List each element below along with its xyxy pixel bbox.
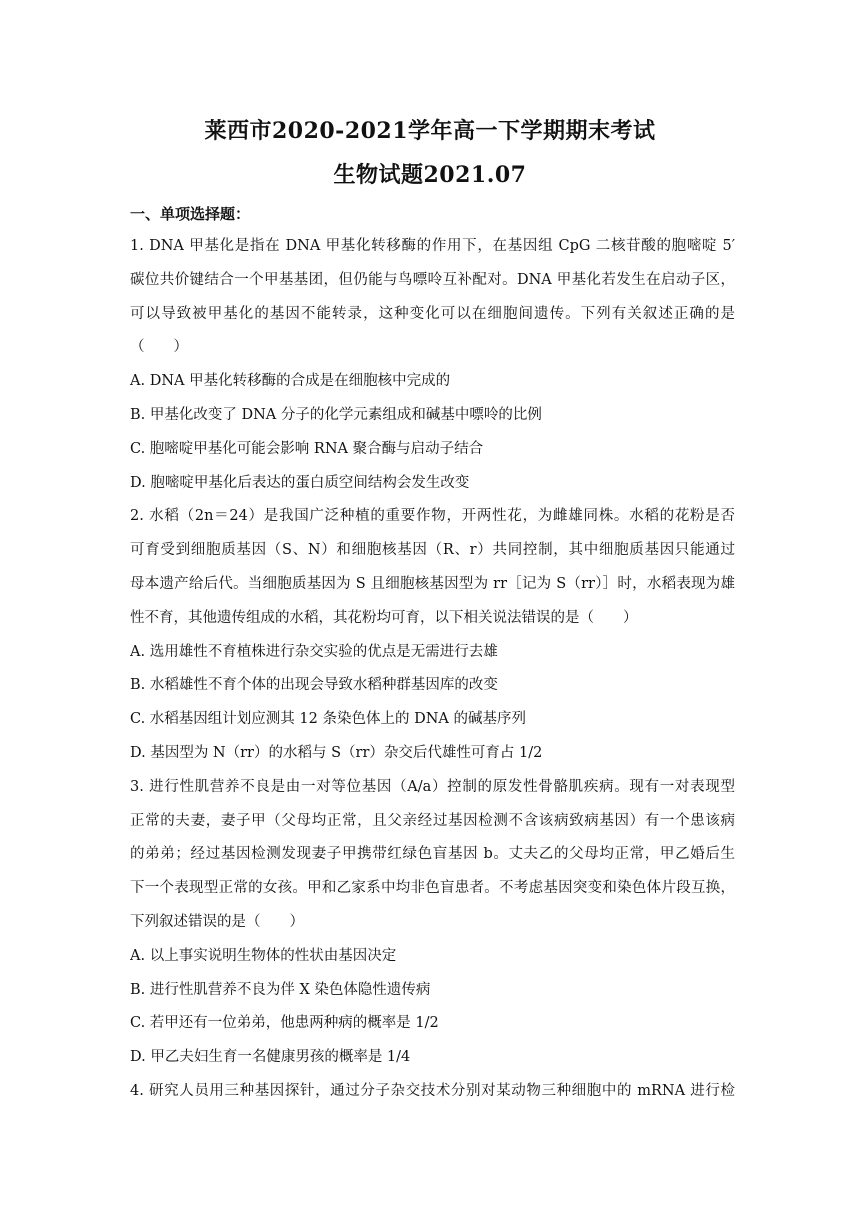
text-line: A. 选用雄性不育植株进行杂交实验的优点是无需进行去雄 (130, 643, 498, 660)
text-line: 下一个表现型正常的女孩。甲和乙家系中均非色盲患者。不考虑基因突变和染色体片段互换， (130, 880, 735, 897)
section-heading: 一、单项选择题： (130, 205, 251, 223)
text-line: D. 基因型为 N（rr）的水稻与 S（rr）杂交后代雄性可育占 1/2 (130, 745, 543, 761)
document-title: 莱西市2020-2021学年高一下学期期末考试 (204, 118, 656, 144)
text-line: B. 进行性肌营养不良为伴 X 染色体隐性遗传病 (130, 981, 431, 998)
text-line: A. DNA 甲基化转移酶的合成是在细胞核中完成的 (130, 373, 451, 390)
text-line: 1. DNA 甲基化是指在 DNA 甲基化转移酶的作用下，在基因组 CpG 二核苷酸的胞嘧啶 5′ (130, 238, 735, 254)
text-line: 下列叙述错误的是（ ） (130, 914, 304, 930)
text-line: B. 水稻雄性不育个体的出现会导致水稻种群基因库的改变 (130, 677, 498, 694)
text-line: A. 以上事实说明生物体的性状由基因决定 (130, 947, 397, 964)
text-line: C. 若甲还有一位弟弟，他患两种病的概率是 1/2 (130, 1015, 439, 1032)
text-line: 2. 水稻（2n＝24）是我国广泛种植的重要作物，开两性花，为雌雄同株。水稻的花粉是否 (130, 508, 735, 525)
text-line: 碳位共价键结合一个甲基基团，但仍能与鸟嘌呤互补配对。DNA 甲基化若发生在启动子区， (130, 271, 735, 288)
text-line: C. 胞嘧啶甲基化可能会影响 RNA 聚合酶与启动子结合 (130, 440, 484, 457)
text-line: 性不育，其他遗传组成的水稻，其花粉均可育，以下相关说法错误的是（ ） (130, 609, 638, 626)
text-line: D. 甲乙夫妇生育一名健康男孩的概率是 1/4 (130, 1049, 411, 1066)
text-line: 的弟弟；经过基因检测发现妻子甲携带红绿色盲基因 b。丈夫乙的父母均正常，甲乙婚后生 (130, 846, 735, 863)
text-line: （ ） (130, 339, 188, 356)
text-line: C. 水稻基因组计划应测其 12 条染色体上的 DNA 的碱基序列 (130, 711, 526, 728)
text-line: B. 甲基化改变了 DNA 分子的化学元素组成和碱基中嘌呤的比例 (130, 407, 542, 423)
text-line: 母本遗产给后代。当细胞质基因为 S 且细胞核基因型为 rr［记为 S（rr）］时，水稻表现为雄 (130, 576, 735, 592)
text-line: 4. 研究人员用三种基因探针，通过分子杂交技术分别对某动物三种细胞中的 mRNA 进行检 (130, 1083, 735, 1099)
document-subtitle: 生物试题2021.07 (333, 162, 527, 188)
text-line: 可以导致被甲基化的基因不能转录，这种变化可以在细胞间遗传。下列有关叙述正确的是 (130, 305, 735, 322)
text-line: D. 胞嘧啶甲基化后表达的蛋白质空间结构会发生改变 (130, 474, 470, 491)
text-line: 3. 进行性肌营养不良是由一对等位基因（A/a）控制的原发性骨骼肌疾病。现有一对表现型 (130, 778, 735, 795)
text-line: 可育受到细胞质基因（S、N）和细胞核基因（R、r）共同控制，其中细胞质基因只能通过 (130, 542, 735, 559)
text-line: 正常的夫妻，妻子甲（父母均正常，且父亲经过基因检测不含该病致病基因）有一个患该病 (130, 812, 735, 829)
